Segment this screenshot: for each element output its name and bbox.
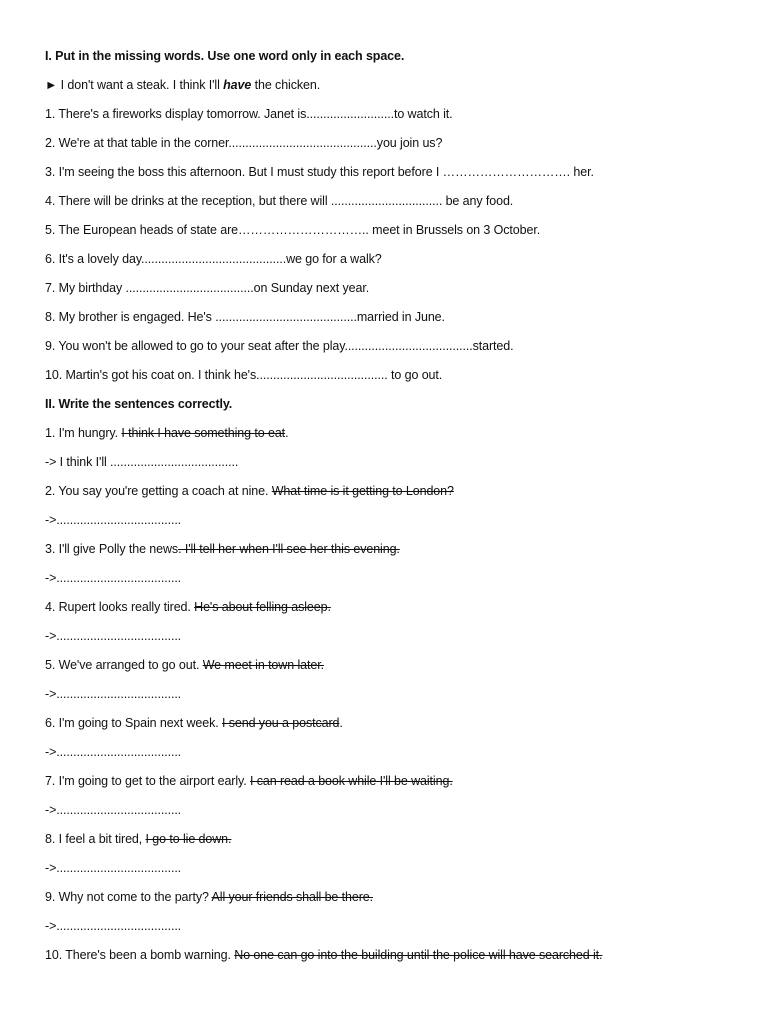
section-1-item: 4. There will be drinks at the reception, but there will ................................. be any food.	[45, 194, 514, 208]
item-text: 2. You say you're getting a coach at nine.	[45, 484, 272, 498]
section-1-example	[45, 76, 745, 105]
section-2-item	[45, 888, 745, 917]
item-text: 1. I'm hungry.	[45, 426, 122, 440]
item-text: 7. I'm going to get to the airport early.	[45, 774, 251, 788]
example-emphasis: have	[223, 78, 252, 92]
section-2-item	[45, 772, 745, 801]
item-struck-text: No one can go into the building until the police will have searched it.	[234, 948, 603, 962]
item-text: 3. I'll give Polly the news	[45, 542, 179, 556]
example-text-after: the chicken.	[251, 78, 321, 92]
example-text-before: I don't want a steak. I think I'll	[57, 78, 224, 92]
answer-line: ->.....................................	[45, 919, 182, 933]
section-2-item	[45, 598, 745, 627]
item-struck-text: We meet in town later.	[202, 658, 324, 672]
answer-line: ->.....................................	[45, 571, 182, 585]
answer-line: ->.....................................	[45, 513, 182, 527]
item-text: 6. I'm going to Spain next week.	[45, 716, 222, 730]
item-struck-text: I think I have something to eat	[121, 426, 286, 440]
section-2-item	[45, 656, 745, 685]
example-marker-icon: ►	[45, 78, 58, 92]
answer-line: ->.....................................	[45, 687, 182, 701]
item-text: 8. I feel a bit tired,	[45, 832, 146, 846]
section-1-heading: I. Put in the missing words. Use one word only in each space.	[45, 49, 405, 63]
section-1-item: 3. I'm seeing the boss this afternoon. But I must study this report before I …………………………. her.	[45, 165, 594, 179]
section-2-item	[45, 946, 745, 975]
item-suffix: .	[285, 426, 289, 440]
section-1-item: 1. There's a fireworks display tomorrow. Janet is..........................to watch it.	[45, 107, 453, 121]
section-1-item: 2. We're at that table in the corner............................................you join us?	[45, 136, 443, 150]
section-2-item	[45, 540, 745, 569]
section-1-item: 10. Martin's got his coat on. I think he's....................................... to go out.	[45, 368, 443, 382]
section-2-item	[45, 424, 745, 453]
item-struck-text: All your friends shall be there.	[211, 890, 374, 904]
item-suffix: .	[339, 716, 343, 730]
worksheet	[45, 47, 745, 975]
section-1-item: 9. You won't be allowed to go to your seat after the play......................................started.	[45, 339, 514, 353]
answer-line: ->.....................................	[45, 629, 182, 643]
item-text: 4. Rupert looks really tired.	[45, 600, 195, 614]
answer-line: ->.....................................	[45, 861, 182, 875]
item-struck-text: I go to lie down.	[145, 832, 232, 846]
item-struck-text: I send you a postcard	[221, 716, 340, 730]
section-2-item	[45, 830, 745, 859]
section-1-item: 6. It's a lovely day...........................................we go for a walk?	[45, 252, 382, 266]
item-struck-text: . I'll tell her when I'll see her this evening.	[178, 542, 400, 556]
section-2-item	[45, 714, 745, 743]
section-1-item: 7. My birthday ......................................on Sunday next year.	[45, 281, 370, 295]
answer-line: ->.....................................	[45, 803, 182, 817]
item-text: 9. Why not come to the party?	[45, 890, 212, 904]
item-text: 5. We've arranged to go out.	[45, 658, 203, 672]
item-struck-text: He's about felling asleep.	[194, 600, 331, 614]
section-1-item: 5. The European heads of state are………………………….. meet in Brussels on 3 October.	[45, 223, 541, 237]
section-2-heading: II. Write the sentences correctly.	[45, 397, 233, 411]
item-text: 10. There's been a bomb warning.	[45, 948, 235, 962]
answer-line: ->.....................................	[45, 745, 182, 759]
answer-line: -> I think I'll ......................................	[45, 455, 239, 469]
section-2-item	[45, 482, 745, 511]
item-struck-text: What time is it getting to London?	[271, 484, 454, 498]
section-1-item: 8. My brother is engaged. He's ..........................................married in June.	[45, 310, 445, 324]
item-struck-text: I can read a book while I'll be waiting.	[250, 774, 453, 788]
